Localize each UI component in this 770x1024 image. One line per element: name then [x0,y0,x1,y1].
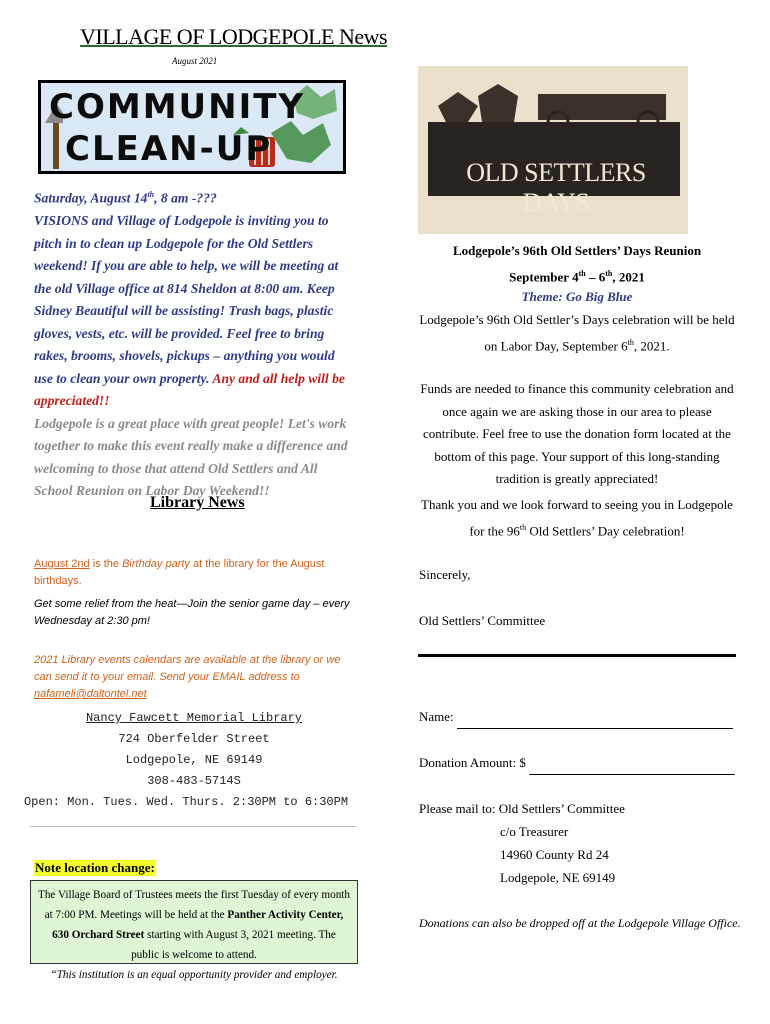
reunion-heading: Lodgepole’s 96th Old Settlers’ Days Reunion [452,243,702,258]
birthday-notice [34,556,354,590]
theme-label: Theme: [521,289,566,304]
library-hours: Open: Mon. Tues. Wed. Thurs. 2:30PM to 6:30PM [23,795,349,809]
note-eeo-statement: “This institution is an equal opportunity provider and employer. [50,969,338,981]
mail-line2: c/o Treasurer [500,824,569,839]
celebration-notice [414,309,740,357]
amount-field[interactable] [529,761,735,775]
newsletter-title: VILLAGE OF LODGEPOLE News [80,24,388,49]
form-cut-line [418,654,736,657]
funds-paragraph: Funds are needed to finance this community celebration and once again we are asking those in our area to please contribute. Feel free to use the donation form located at the bottom of this page. Your support of this long-standing tradition is greatly appreciated! [420,381,734,486]
cleanup-article [34,184,354,503]
theme-value: Go Big Blue [565,289,633,304]
calendars-notice [34,652,354,703]
thanks-text: Thank you and we look forward to seeing you in Lodgepole for the 96 [421,497,733,538]
cleanup-body-grey: Lodgepole is a great place with great people! Let's work together to make this event really make a difference and welcoming to those that attend Old Settlers and All School Reunion on Labor Day Weekend!! [34,415,348,499]
cleanup-body-red: Any and all help will be appreciated!! [34,370,345,409]
reunion-date-sup2: th [605,269,613,278]
calendars-text: 2021 Library events calendars are available at the library or we can send it to your email. Send your EMAIL address to [34,654,341,683]
name-row [419,706,733,729]
library-city: Lodgepole, NE 69149 [125,753,263,767]
note-text-a: The Village Board of Trustees meets the first Tuesday of every month at 7:00 PM. Meetings will be held at the [37,889,351,921]
thanks-rest: Old Settlers’ Day celebration! [526,522,685,538]
cleanup-date-main: Saturday, August 14 [34,190,148,206]
reunion-theme [414,286,740,309]
birthday-party: Birthday party [122,558,190,570]
name-field[interactable] [457,715,733,729]
reunion-dates [414,263,740,289]
library-divider [30,826,356,827]
mail-line1: Old Settlers’ Committee [498,801,625,816]
thanks-paragraph [414,494,740,542]
name-label: Name: [419,709,454,724]
mail-line3: 14960 County Rd 24 [500,847,609,862]
birthday-date: August 2nd [34,558,90,570]
library-phone: 308-483-5714S [147,774,241,788]
community-cleanup-logo [38,80,346,174]
cleanup-logo-line2: CLEAN-UP [65,129,273,169]
note-text-bold: Panther Activity Center, 630 Orchard Street [52,909,344,941]
celebration-sup: th [627,337,634,347]
reunion-date-start: September 4 [509,269,579,285]
committee-signature: Old Settlers’ Committee [419,613,546,628]
reunion-date-sup1: th [578,269,586,278]
library-news-section [23,550,356,832]
cleanup-logo-line1: COMMUNITY [49,87,306,127]
library-news-title: Library News [150,494,245,511]
mail-to-row [419,798,625,821]
thanks-sup: th [519,522,527,532]
celebration-year: , 2021. [633,337,670,353]
cleanup-date-time: , 8 am -??? [154,190,217,206]
cleanup-body-blue: VISIONS and Village of Lodgepole is inviting you to pitch in to clean up Lodgepole for the Old Settlers weekend! If you are able to help, we will be meeting at the old Village office at 814 Sheldon at 8:00 am. Keep Sidney Beautiful will be assisting! Trash bags, plastic gloves, vests, etc. will be provided. Feel free to bring rakes, brooms, shovels, pickups – anything you would use to clean your own property. [34,213,339,386]
old-settlers-days-logo [418,66,688,234]
dropoff-note: Donations can also be dropped off at the Lodgepole Village Office. [419,916,741,930]
sincerely: Sincerely, [419,567,471,582]
mail-line4: Lodgepole, NE 69149 [500,870,616,885]
library-street: 724 Oberfelder Street [118,732,270,746]
amount-label: Donation Amount: $ [419,755,526,770]
celebration-text: Lodgepole’s 96th Old Settler’s Days celebration will be held on Labor Day, September 6 [419,312,735,353]
old-settlers-logo-text: OLD SETTLERS DAYS [466,158,646,217]
amount-row [419,752,735,775]
birthday-mid: is the [89,558,123,570]
cleanup-date [34,184,354,210]
reunion-date-end: – 6 [585,269,606,285]
mail-label: Please mail to: [419,801,496,816]
reunion-date-year: , 2021 [612,269,645,285]
note-text-b: starting with August 3, 2021 meeting. The public is welcome to attend. [131,929,336,961]
newsletter-date: August 2021 [172,56,218,66]
note-location-title: Note location change: [35,860,155,875]
library-email-link[interactable]: nafameli@daltontel.net [34,688,147,700]
note-location-box [30,880,358,981]
cleanup-date-sup: th [147,190,155,199]
library-name: Nancy Fawcett Memorial Library [85,711,303,725]
birthday-rest: at the library for the August birthdays. [34,558,325,587]
senior-game-day: Get some relief from the heat—Join the senior game day – every Wednesday at 2:30 pm! [34,598,350,627]
cleanup-body [34,210,354,413]
